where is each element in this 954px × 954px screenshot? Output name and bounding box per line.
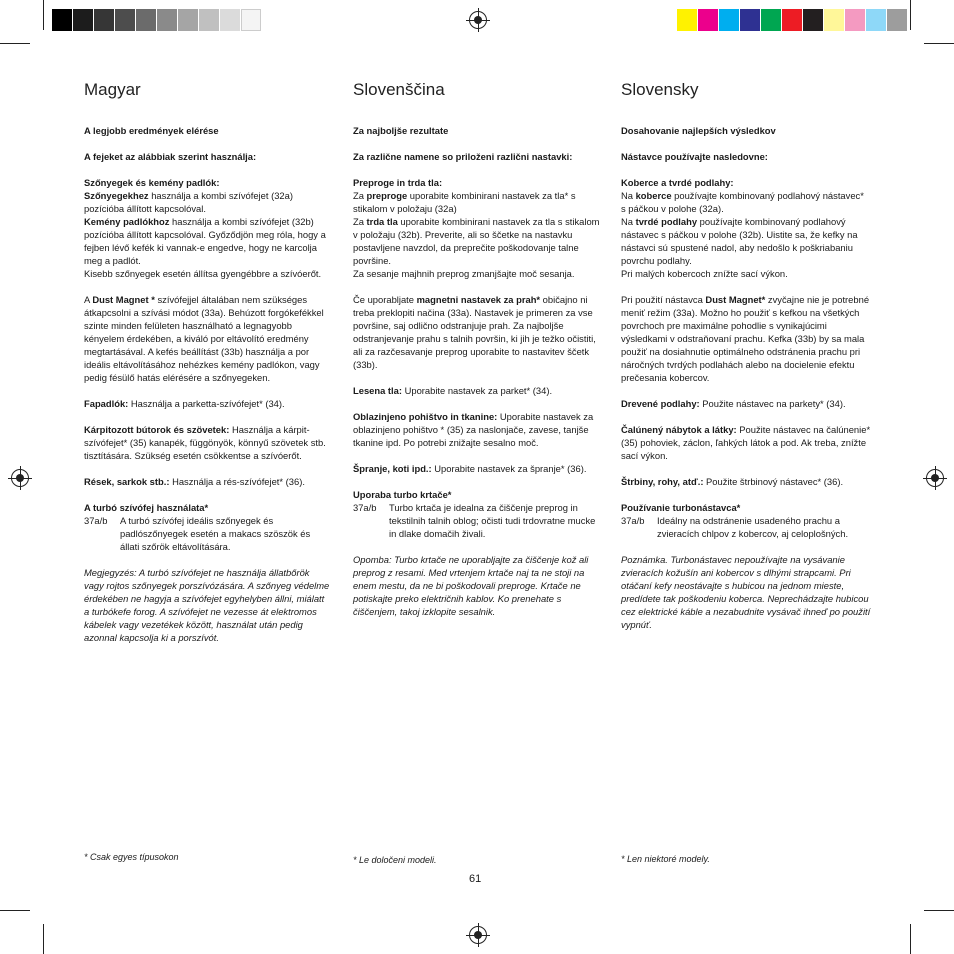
color-swatch xyxy=(761,9,781,31)
registration-mark-bottom-icon xyxy=(469,926,487,944)
section-title: Slovenščina xyxy=(353,80,445,99)
paragraph-crevice: Štrbiny, rohy, atď.: Použite štrbinový nástavec* (36). xyxy=(621,476,844,487)
section-title: Slovensky xyxy=(621,80,699,99)
heading: Za različne namene so priloženi različni nastavki: xyxy=(353,151,573,162)
color-swatch xyxy=(845,9,865,31)
heading: Nástavce používajte nasledovne: xyxy=(621,151,768,162)
column-slovensky xyxy=(621,80,871,644)
subheading: Uporaba turbo krtače* xyxy=(353,489,452,500)
color-swatch xyxy=(866,9,886,31)
color-swatch xyxy=(178,9,198,31)
crop-mark xyxy=(43,924,44,954)
color-swatch xyxy=(782,9,802,31)
crop-mark xyxy=(924,910,954,911)
crop-mark xyxy=(924,43,954,44)
color-swatch xyxy=(94,9,114,31)
color-swatch xyxy=(157,9,177,31)
paragraph-magnet: Če uporabljate magnetni nastavek za prah* običajno ni treba preklopiti načina (33a). Nastavek je primeren za vse površine, saj odlično odstranjuje prah. Za najboljše odstranjevanje prahu s talnih površin, ki jih je težko očistiti, ali za razčesavanje preprog uporabite to nastavitev ščetk (33b). xyxy=(353,294,596,370)
registration-mark-top-icon xyxy=(469,11,487,29)
note: Opomba: Turbo krtače ne uporabljajte za čiščenje kož ali preprog z resami. Med vrtenjem krtače naj ta ne stoji na enem mestu, da ne bi poškodovali preproge. Krtače ne potiskajte preko električnih kablov. Ko prenehate s čiščenjem, takoj izklopite sesalnik. xyxy=(353,554,589,617)
paragraph-upholstery: Čalúnený nábytok a látky: Použite nástavec na čalúnenie* (35) pohoviek, záclon, ľahkých látok a pod. Ak treba, znížte sací výkon. xyxy=(621,424,871,461)
footnote-slovensky: * Len niektoré modely. xyxy=(621,854,710,864)
note: Megjegyzés: A turbó szívófejet ne használja állatbőrök vagy rojtos szőnyegek porszívózására. A szőnyeg védelme érdekében ne hagyja a szívófejet egyhelyben állni, miálatt a turbókefe forog. A szívófejet ne vezesse át elektromos kábelek vagy vezetékek között, használat után pedig azonnal kapcsolja ki a porszívót. xyxy=(84,567,330,643)
turbo-item: 37a/b A turbó szívófej ideális szőnyegek és padlószőnyegek esetén a makacs szöszök és állati szőrök eltávolítására. xyxy=(84,515,311,552)
paragraph-upholstery: Oblazinjeno pohištvo in tkanine: Uporabite nastavek za oblazinjeno pohištvo * (35) za naslonjače, zavese, tanjše tkanine ipd. Po potrebi znižajte sesalno moč. xyxy=(353,411,594,448)
color-swatch xyxy=(887,9,907,31)
paragraph-upholstery: Kárpitozott bútorok és szövetek: Használja a kárpit-szívófejet* (35) kanapék, függönyök, könnyű szövetek stb. tisztítására. Szükség esetén csökkentse a szívóerőt. xyxy=(84,424,326,461)
paragraph-dust-magnet: Pri použití nástavca Dust Magnet* zvyčajne nie je potrebné meniť režim (33a). Možno ho použiť s kefkou na všetkých povrchoch pre maximálne pohodlie s vynikajúcimi výsledkami v odstraňovaní prachu. Kefka (33b) by sa mala použiť na dosiahnutie optimálneho odstránenia prachu pri náročných tvrdých podlahách alebo na docielenie efektu prečesania kobercov. xyxy=(621,294,870,383)
color-swatch xyxy=(677,9,697,31)
turbo-item: 37a/b Ideálny na odstránenie usadeného prachu a zvieracích chlpov z kobercov, aj celoplošných. xyxy=(621,515,849,539)
color-swatch xyxy=(824,9,844,31)
subheading: Používanie turbonástavca* xyxy=(621,502,741,513)
paragraph-wood: Lesena tla: Uporabite nastavek za parket* (34). xyxy=(353,385,553,396)
paragraph-dust-magnet: A Dust Magnet * szívófejjel általában nem szükséges átkapcsolni a szívási módot (33a). Behúzott forgókefékkel szinte minden felületen használható a legnagyobb kényelem érdekében, a kiváló por eltávolító eredmény megtartásával. A kefés beállítást (33b) használja a por ideális eltávolításához nehézkes kemény padlókon, vagy pedig fésülő hatás elérésére a szőnyegeken. xyxy=(84,294,324,383)
color-swatch xyxy=(136,9,156,31)
crop-mark xyxy=(0,43,30,44)
heading: Za najboljše rezultate xyxy=(353,125,449,136)
color-swatch xyxy=(73,9,93,31)
heading: A legjobb eredmények elérése xyxy=(84,125,219,136)
paragraph-floors: Koberce a tvrdé podlahy: Na koberce používajte kombinovaný podlahový nástavec* s páčkou v polohe (32a). Na tvrdé podlahy používajte kombinovaný podlahový nástavec s páčkou v polohe (32b). Uistite sa, že kefky na nástavci sú spustené nadol, aby nedošlo k poškriabaniu povrchu podlahy. Pri malých kobercoch znížte sací výkon. xyxy=(621,177,864,279)
heading: A fejeket az alábbiak szerint használja: xyxy=(84,151,257,162)
column-slovenscina xyxy=(353,80,601,631)
gray-color-bar xyxy=(52,9,262,31)
paragraph-parquet: Fapadlók: Használja a parketta-szívófejet* (34). xyxy=(84,398,285,409)
section-title: Magyar xyxy=(84,80,141,99)
crop-mark xyxy=(910,0,911,30)
footnote-slovenscina: * Le določeni modeli. xyxy=(353,855,437,865)
subheading: Szőnyegek és kemény padlók: xyxy=(84,177,220,188)
registration-mark-left-icon xyxy=(11,469,29,487)
column-magyar xyxy=(84,80,330,657)
color-swatch xyxy=(719,9,739,31)
crop-mark xyxy=(0,910,30,911)
paragraph-crevice: Rések, sarkok stb.: Használja a rés-szívófejet* (36). xyxy=(84,476,305,487)
paragraph-wood: Drevené podlahy: Použite nástavec na parkety* (34). xyxy=(621,398,846,409)
registration-mark-right-icon xyxy=(926,469,944,487)
crop-mark xyxy=(910,924,911,954)
paragraph-floors: Preproge in trda tla: Za preproge uporabite kombinirani nastavek za tla* s stikalom v položaju (32a) Za trda tla uporabite kombinirani nastavek za tla s stikalom v položaju (32b). Preverite, ali so ščetke na nastavku postavljene navzdol, da preprečite poškodovanje talne površine. Za sesanje majhnih preprog zmanjšajte moč sesanja. xyxy=(353,177,600,279)
turbo-item: 37a/b Turbo krtača je idealna za čiščenje preprog in tekstilnih talnih oblog; očisti tudi trdovratne mucke in dlake domačih živali. xyxy=(353,502,596,539)
paragraph-crevice: Špranje, koti ipd.: Uporabite nastavek za špranje* (36). xyxy=(353,463,587,474)
paragraph-carpets: Szőnyegek és kemény padlók: Szőnyegekhez használja a kombi szívófejet (32a) pozícióba állított kapcsolóval. Kemény padlókhoz használja a kombi szívófejet (32b) pozícióba állított kapcsolóval. Győződjön meg róla, hogy a fejben lévő kefék ki vannak-e engedve, hogy ne karcolja meg a padlót. Kisebb szőnyegek esetén állítsa gyengébbre a szívóerőt. xyxy=(84,177,326,279)
color-swatch xyxy=(698,9,718,31)
page-number: 61 xyxy=(469,873,482,885)
subheading: A turbó szívófej használata* xyxy=(84,502,209,513)
note: Poznámka. Turbonástavec nepoužívajte na vysávanie zvieracích kožušín ani kobercov s dlhými strapcami. Pri otáčaní kefy neostávajte s hubicou na jednom mieste, predídete tak poškodeniu koberca. Neprechádzajte hubicou cez elektrické káble a nezabudnite vysávač ihneď po použití vypnúť. xyxy=(621,554,871,630)
footnote-magyar: * Csak egyes típusokon xyxy=(84,852,179,862)
heading: Dosahovanie najlepších výsledkov xyxy=(621,125,776,136)
color-swatch xyxy=(803,9,823,31)
color-swatch xyxy=(52,9,72,31)
color-swatch xyxy=(220,9,240,31)
color-swatch xyxy=(199,9,219,31)
process-color-bar xyxy=(677,9,908,31)
crop-mark xyxy=(43,0,44,30)
color-swatch xyxy=(115,9,135,31)
color-swatch xyxy=(740,9,760,31)
color-swatch xyxy=(241,9,261,31)
